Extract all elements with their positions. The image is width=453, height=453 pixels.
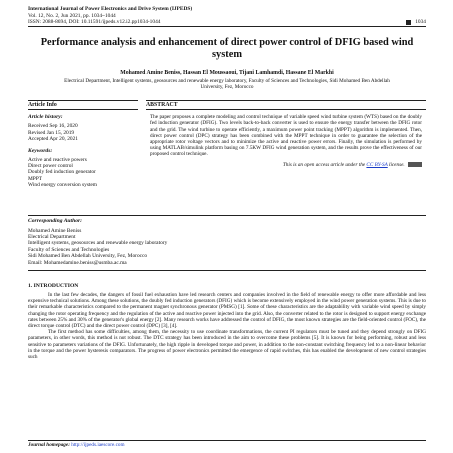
footer-label: Journal homepage: <box>28 442 70 448</box>
revised-date: Revised Jan 15, 2019 <box>28 129 75 136</box>
journal-footer <box>28 440 426 448</box>
corresponding-rule <box>28 270 426 271</box>
paper-authors: Mohamed Amine Beniss, Hassan El Moussaoui, Tijani Lamhamdi, Hassane El Markhi <box>120 69 334 76</box>
license-note <box>146 162 422 168</box>
license-link[interactable]: CC BY-SA <box>366 162 388 169</box>
journal-name: International Journal of Power Electronics and Drive System (IJPEDS) <box>28 6 193 12</box>
article-history-label: Article history: <box>28 114 63 121</box>
introduction-body <box>28 292 426 360</box>
corresponding-line: Intelligent systems, geosources and renewable energy laboratory <box>28 240 168 247</box>
keyword-item: Wind energy conversion system <box>28 182 97 189</box>
introduction-heading: 1. INTRODUCTION <box>28 283 79 290</box>
abstract-column <box>146 100 426 188</box>
license-end: license. <box>389 162 405 169</box>
abstract-text: The paper proposes a complete modeling and control technique of variable speed wind turbine system (WTS) based on the doubly fed induction generator (DFIG). Two levels back-to-back converter is used to ensure the energy transfer between the DFIG rotor and the grid. The wind turbine to operate efficiently, a maximum power point tracking (MPPT) algorithm is implemented. Then, direct power control (DPC) strategy has been combined with the MPPT technique in order to guarantee the selection of the appropriate rotor voltage vectors and to minimize the active and reactive power errors. Finally, the simulation is performed by using MATLAB/simulink platform basing on 7.5KW DFIG wind generation system, and the results prove the effectiveness of our proposed control technique. <box>150 114 422 157</box>
keywords-list <box>28 157 138 189</box>
corresponding-line: Sidi Mohamed Ben Abdellah University, Fez, Morocco <box>28 253 148 260</box>
info-abstract-section <box>28 100 426 188</box>
document-icon <box>406 20 411 25</box>
keyword-item: MPPT <box>28 175 43 182</box>
corresponding-line: Electrical Department <box>28 234 76 241</box>
info-bottom-rule <box>28 215 426 216</box>
page-number: 1034 <box>415 19 426 26</box>
corresponding-details <box>28 228 426 266</box>
volume-line: Vol. 12, No. 2, Jun 2021, pp. 1034~1044 <box>28 12 116 19</box>
article-info-column <box>28 100 138 188</box>
article-info-heading: Article Info <box>28 100 138 110</box>
intro-paragraph: In the last few decades, the dangers of fossil fuel exhaustion have led research centers and companies involved in the field of renewable energy to offer more affordable and less expensive technical solutions. Among these solutions, the doubly fed induction generators (DFIG) which is become extensively employed in the wind power generation systems. This is due to their remarkable characteristics compared to the permanent magnet synchronous generator (PMSG) [1]. Some of these characteristics are the adaptability with variable wind speed by simply changing the rotor operating frequency and the regulation of the active and reactive power injected into the grid. Also, the converter related to the rotor is designed to support energy exchange rates between 25% and 30% of the generator's global energy [2]. Many research works have addressed the control of DFIG, the most known strategies are the field-oriented control (FOC), the direct torque control (DTC) and the direct power control (DPC) [3], [4]. <box>28 292 426 330</box>
corresponding-line: Mohamed Amine Beniss <box>28 227 82 234</box>
received-date: Received Sep 16, 2020 <box>28 123 78 130</box>
corresponding-heading: Corresponding Author: <box>28 217 83 224</box>
homepage-link[interactable]: http://ijpeds.iaescore.com <box>71 442 125 448</box>
keyword-item: Doubly fed induction generator <box>28 169 96 176</box>
accepted-date: Accepted Apr 20, 2021 <box>28 136 78 143</box>
paper-title: Performance analysis and enhancement of direct power control of DFIG based wind system <box>40 36 414 61</box>
paper-affiliation: Electrical Department, Intelligent systems, geosources and renewable energy laboratory, Faculty of Sciences and Technologies, Sidi Mohamed Ben Abdellah University, Fez, Morocco <box>64 77 390 91</box>
corresponding-email: Email: Mohamedamine.beniss@usmba.ac.ma <box>28 259 127 266</box>
license-text: This is an open access article under the <box>282 162 366 169</box>
issn-line: ISSN: 2088-8694, DOI: 10.11591/ijpeds.v12.i2.pp1034-1044 <box>28 19 161 26</box>
keyword-item: Direct power control <box>28 163 73 169</box>
header-rule <box>28 26 426 27</box>
intro-paragraph: The first method has some difficulties, among them, the necessity to use coordinate transformations, the current PI regulators must be tuned and they depend strongly on DFIG parameters, in other words, this method is not robust. The DTC strategy has been introduced in the aim to overcome these problems [5]. It is known for being performing, robust and less sensitive to parameters variations of the DFIG. Unfortunately, the high ripple in developed torque and power, in addition to the non-constant switching frequency led to a non-linear behavior in the torque and the power hysteresis comparators. The progress of power electronics permitted the emergence of rapid switches, this has enabled the development of new control strategies such <box>28 329 426 361</box>
corresponding-line: Faculty of Sciences and Technologies <box>28 246 110 253</box>
keyword-item: Active and reactive powers <box>28 156 87 163</box>
cc-license-icon <box>408 162 422 167</box>
journal-header <box>28 6 426 26</box>
abstract-heading: ABSTRACT <box>146 100 426 110</box>
keywords-label: Keywords: <box>28 147 53 154</box>
paper-page <box>28 6 426 360</box>
